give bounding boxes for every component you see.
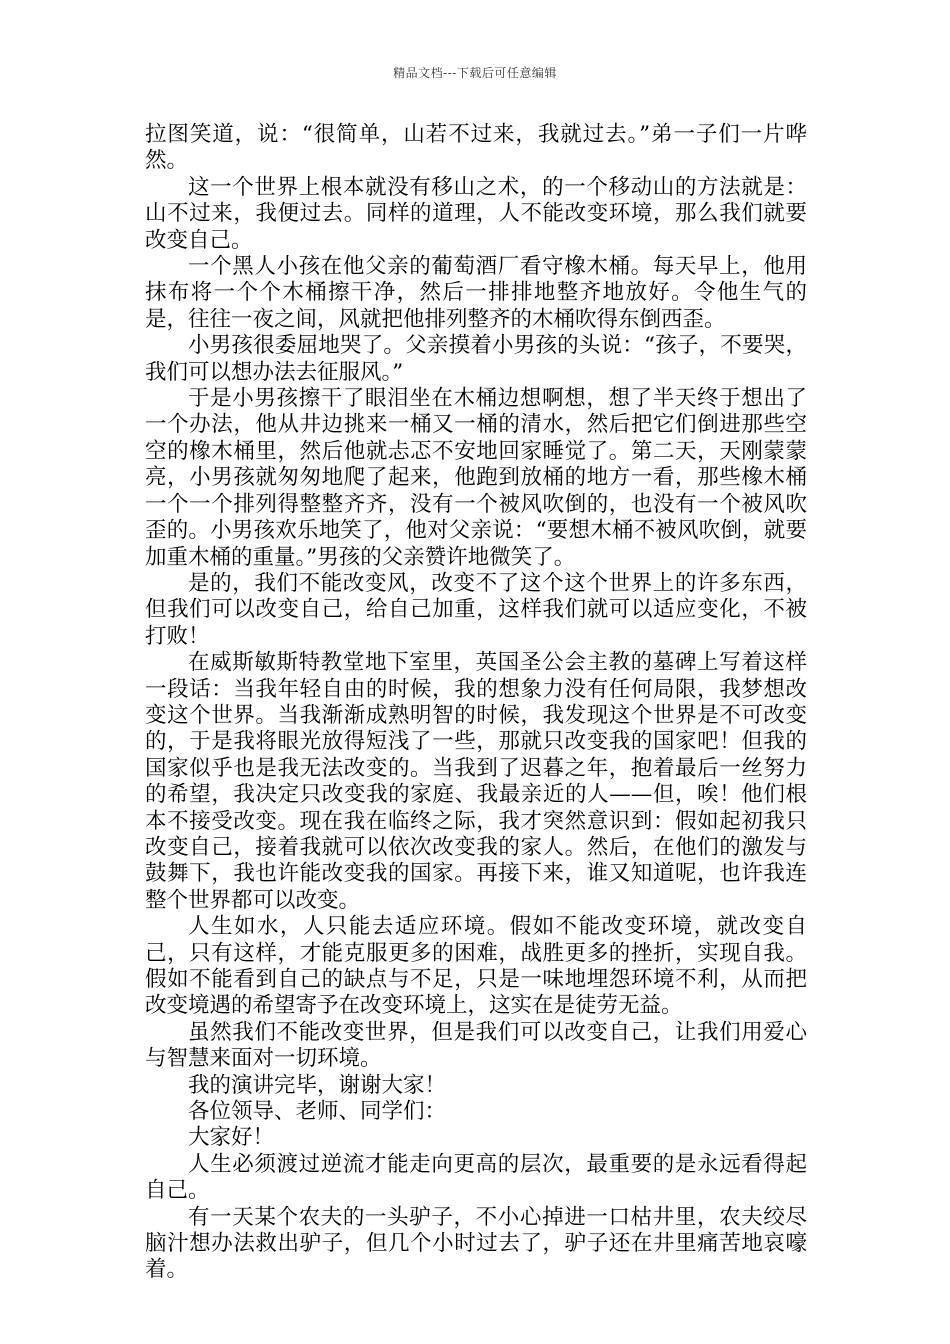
page-header: 精品文档---下载后可任意编辑 bbox=[393, 66, 557, 80]
paragraph: 于是小男孩擦干了眼泪坐在木桶边想啊想，想了半天终于想出了一个办法，他从井边挑来一桶又一桶的清水，然后把它们倒进那些空空的橡木桶里，然后他就忐忑不安地回家睡觉了。第二天，天刚蒙蒙亮，小男孩就匆匆地爬了起来，他跑到放桶的地方一看，那些橡木桶一个一个排列得整整齐齐，没有一个被风吹倒的，也没有一个被风吹歪的。小男孩欢乐地笑了，他对父亲说：“要想木桶不被风吹倒，就要加重木桶的重量。”男孩的父亲赞许地微笑了。 bbox=[145, 386, 807, 570]
paragraph: 有一天某个农夫的一头驴子，不小心掉进一口枯井里，农夫绞尽脑汁想办法救出驴子，但几个小时过去了，驴子还在井里痛苦地哀嚎着。 bbox=[145, 1204, 807, 1283]
paragraph: 这一个世界上根本就没有移山之术，的一个移动山的方法就是：山不过来，我便过去。同样的道理，人不能改变环境，那么我们就要改变自己。 bbox=[145, 174, 807, 253]
paragraph: 在威斯敏斯特教堂地下室里，英国圣公会主教的墓碑上写着这样一段话：当我年轻自由的时候，我的想象力没有任何局限，我梦想改变这个世界。当我渐渐成熟明智的时候，我发现这个世界是不可改变的，于是我将眼光放得短浅了一些，那就只改变我的国家吧！但我的国家似乎也是我无法改变的。当我到了迟暮之年，抱着最后一丝努力的希望，我决定只改变我的家庭、我最亲近的人——但，唉！他们根本不接受改变。现在我在临终之际，我才突然意识到：假如起初我只改变自己，接着我就可以依次改变我的家人。然后，在他们的激发与鼓舞下，我也许能改变我的国家。再接下来，谁又知道呢，也许我连整个世界都可以改变。 bbox=[145, 650, 807, 913]
document-body bbox=[145, 122, 807, 1284]
paragraph: 拉图笑道，说：“很简单，山若不过来，我就过去。”弟一子们一片哗然。 bbox=[145, 122, 807, 174]
paragraph: 小男孩很委屈地哭了。父亲摸着小男孩的头说：“孩子，不要哭，我们可以想办法去征服风。” bbox=[145, 333, 807, 385]
paragraph: 各位领导、老师、同学们： bbox=[188, 1099, 447, 1125]
paragraph: 人生如水，人只能去适应环境。假如不能改变环境，就改变自己，只有这样，才能克服更多的困难，战胜更多的挫折，实现自我。假如不能看到自己的缺点与不足，只是一味地埋怨环境不利，从而把改变境遇的希望寄予在改变环境上，这实在是徒劳无益。 bbox=[145, 914, 807, 1019]
paragraph: 一个黑人小孩在他父亲的葡萄酒厂看守橡木桶。每天早上，他用抹布将一个个木桶擦干净，然后一排排地整齐地放好。令他生气的是，往往一夜之间，风就把他排列整齐的木桶吹得东倒西歪。 bbox=[145, 254, 807, 332]
paragraph: 是的，我们不能改变风，改变不了这个这个世界上的许多东西，但我们可以改变自己，给自己加重，这样我们就可以适应变化，不被打败！ bbox=[145, 570, 807, 649]
paragraph: 虽然我们不能改变世界，但是我们可以改变自己，让我们用爱心与智慧来面对一切环境。 bbox=[145, 1019, 807, 1072]
paragraph: 大家好！ bbox=[188, 1125, 275, 1151]
paragraph: 我的演讲完毕，谢谢大家！ bbox=[188, 1072, 447, 1098]
paragraph: 人生必须渡过逆流才能走向更高的层次，最重要的是永远看得起自己。 bbox=[145, 1151, 807, 1204]
